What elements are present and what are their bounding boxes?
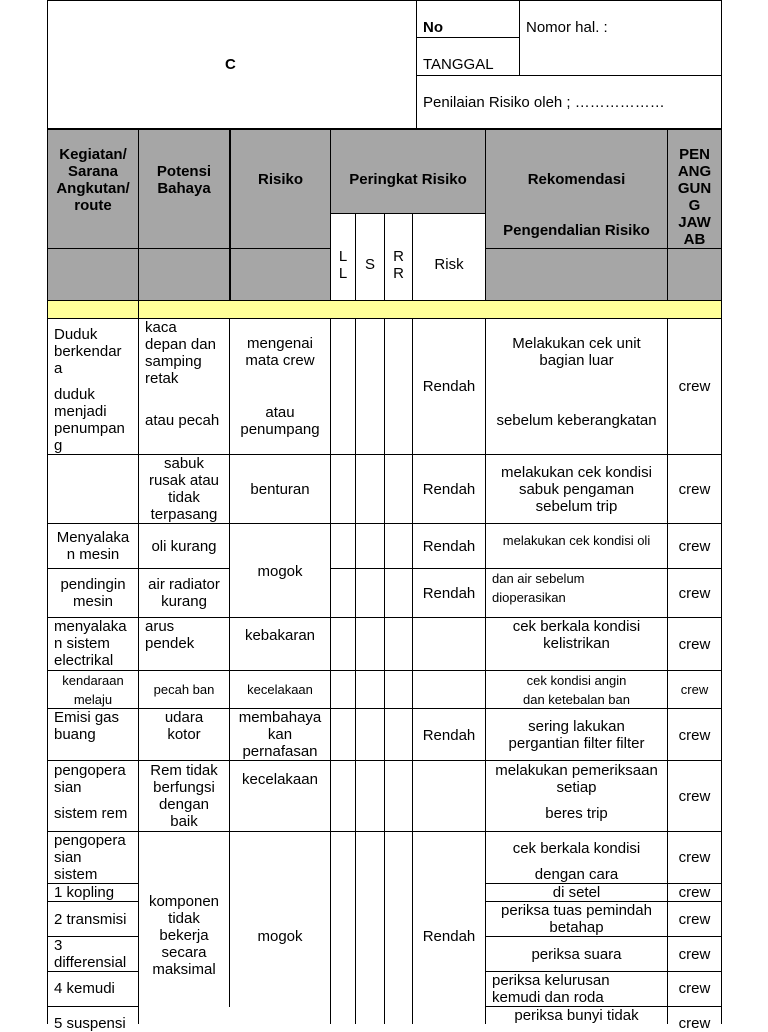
grid-line [330,318,331,1024]
col-header-potensi: Potensi Bahaya [156,163,212,197]
row14-kegiatan: 5 suspensi [54,1015,126,1032]
grid-line [355,318,356,1024]
row10-kegiatan: 1 kopling [54,884,115,901]
row8-pj: crew [678,788,711,805]
row2-risiko: benturan [250,481,310,498]
row3-risk: Rendah [422,538,476,555]
row11-rekom: periksa tuas pemindah betahap [501,902,652,936]
grid-line [47,971,138,972]
row8-risiko: kecelakaan [242,771,318,788]
row4-risk: Rendah [422,585,476,602]
row9-risk: Rendah [422,928,476,945]
row1-risk: Rendah [422,378,476,395]
row2-risk: Rendah [422,481,476,498]
grid-line [485,129,486,300]
row9-pj: crew [678,849,711,866]
row13-pj: crew [678,980,711,997]
row6-rekom: cek kondisi angin dan ketebalan ban [523,673,630,707]
row1-risiko-b: atau penumpang [240,404,320,438]
row11-pj: crew [678,911,711,928]
grid-line [485,248,721,249]
row5-rekom: cek berkala kondisi kelistrikan [512,618,641,652]
row9-potensi: komponen tidak bekerja secara maksimal [148,893,220,978]
grid-line [47,523,721,524]
penilaian-label: Penilaian Risiko oleh ; ……………… [423,94,665,111]
grid-line [47,831,721,832]
row12-kegiatan: 3 differensial [54,937,127,971]
row1-risiko-a: mengenai mata crew [245,335,315,369]
grid-line [229,129,231,300]
grid-line [416,75,721,76]
row5-pj: crew [678,636,711,653]
row13-kegiatan: 4 kemudi [54,980,115,997]
row3-risiko: mogok [257,563,303,580]
row2-potensi: sabuk rusak atau tidak terpasang [148,455,220,523]
grid-line [47,568,138,569]
row4-pj: crew [678,585,711,602]
grid-line [416,37,519,38]
row14-rekom: periksa bunyi tidak [514,1007,639,1024]
row10-rekom: di setel [552,884,601,901]
grid-line [47,128,721,130]
row4-rekom: dan air sebelum dioperasikan [492,571,585,605]
row5-risiko: kebakaran [244,627,316,644]
col-header-ll: L L [338,248,348,282]
row12-pj: crew [678,946,711,963]
grid-line [721,0,722,1024]
row8-rekom-a: melakukan pemeriksaan setiap [495,762,658,796]
row7-rekom: sering lakukan pergantian filter filter [508,718,645,752]
row10-pj: crew [678,884,711,901]
grid-line [47,248,330,249]
col-header-kegiatan: Kegiatan/ Sarana Angkutan/ route [56,146,130,214]
grid-line [519,0,520,75]
grid-line [412,318,413,1024]
row3-kegiatan: Menyalaka n mesin [56,529,130,563]
no-label: No [423,19,443,36]
company-name: C [225,56,236,73]
row6-risiko: kecelakaan [247,682,313,697]
grid-line [47,760,721,761]
tanggal-label: TANGGAL [423,56,494,73]
grid-line [47,1006,138,1007]
col-header-rr: R R [393,248,404,282]
row13-rekom: periksa kelurusan kemudi dan roda [492,972,610,1006]
row7-risiko: membahaya kan pernafasan [238,709,322,760]
row3-rekom: melakukan cek kondisi oli [502,533,651,548]
row7-pj: crew [678,727,711,744]
col-header-pengendalian: Pengendalian Risiko [503,222,650,239]
row8-kegiatan-b: sistem rem [54,805,128,822]
row9-risiko: mogok [257,928,303,945]
col-header-risk: Risk [434,256,464,273]
row3-pj: crew [678,538,711,555]
grid-line [47,0,721,1]
grid-line [138,568,229,569]
grid-line [485,936,721,937]
row5-kegiatan: menyalaka n sistem electrikal [54,618,127,669]
row1-pj: crew [678,378,711,395]
row2-pj: crew [678,481,711,498]
col-header-penanggung: PEN ANG GUN G JAW AB [677,146,712,248]
row7-risk: Rendah [422,727,476,744]
row1-kegiatan-b: duduk menjadi penumpan g [54,386,125,454]
row8-kegiatan-a: pengopera sian [54,762,126,796]
grid-line [384,318,385,1024]
col-header-rekomendasi: Rekomendasi [527,171,626,188]
row8-potensi: Rem tidak berfungsi dengan baik [150,762,218,830]
yellow-band [47,300,721,319]
row4-kegiatan: pendingin mesin [60,576,126,610]
row1-kegiatan-a: Duduk berkendar a [54,326,122,377]
row1-potensi-a: kaca depan dan samping retak [145,319,216,387]
row1-rekom-a: Melakukan cek unit bagian luar [512,335,641,369]
row12-rekom: periksa suara [531,946,622,963]
col-header-peringkat: Peringkat Risiko [349,171,467,188]
grid-line [47,300,721,301]
row6-potensi: pecah ban [153,682,215,697]
nomor-hal-label: Nomor hal. : [526,19,608,36]
row4-potensi: air radiator kurang [148,576,220,610]
grid-line [47,901,138,902]
row6-pj: crew [680,682,709,697]
row1-potensi-b: atau pecah [145,412,220,429]
row9-rekom-b: dengan cara [534,866,619,883]
grid-line [416,0,417,129]
row1-rekom-b: sebelum keberangkatan [496,412,657,429]
row7-kegiatan: Emisi gas buang [54,709,120,743]
grid-line [330,213,485,214]
row9-kegiatan: pengopera sian sistem [54,832,126,883]
row7-potensi: udara kotor [164,709,204,743]
row2-rekom: melakukan cek kondisi sabuk pengaman sebelum trip [501,464,652,515]
row5-potensi: arus pendek [145,618,195,652]
row6-kegiatan: kendaraan melaju [62,673,124,707]
row14-pj: crew [678,1015,711,1032]
col-header-risiko: Risiko [257,171,303,188]
row9-rekom-a: cek berkala kondisi [512,840,641,857]
row3-potensi: oli kurang [151,538,217,555]
row11-kegiatan: 2 transmisi [54,911,127,928]
row8-rekom-b: beres trip [545,805,608,822]
col-header-s: S [364,256,375,273]
